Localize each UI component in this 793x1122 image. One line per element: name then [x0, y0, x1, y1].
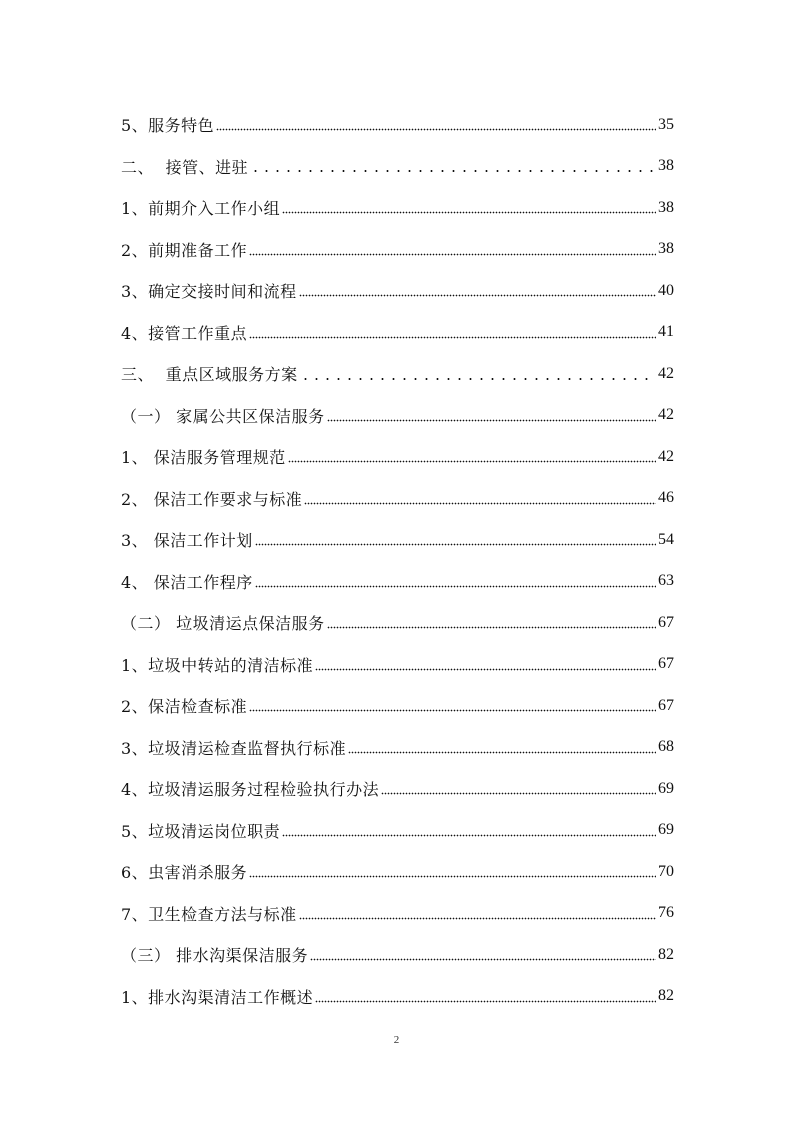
- toc-leader-dots: [299, 916, 656, 920]
- toc-leader-dots: [300, 377, 656, 381]
- toc-leader-dots: [250, 169, 656, 173]
- toc-leader-dots: [255, 543, 656, 547]
- toc-entry[interactable]: [121, 810, 674, 852]
- toc-entry-label: 2、 保洁工作要求与标准: [121, 489, 303, 509]
- toc-entry-label: 1、前期介入工作小组: [121, 199, 281, 219]
- toc-entry-page: 69: [658, 821, 674, 839]
- toc-entry-page: 38: [658, 198, 674, 216]
- toc-entry-label: 6、虫害消杀服务: [121, 863, 248, 883]
- toc-entry-label: （二） 垃圾清运点保洁服务: [121, 614, 325, 634]
- toc-leader-dots: [288, 460, 656, 464]
- toc-entry-page: 54: [658, 530, 674, 548]
- toc-leader-dots: [348, 750, 656, 754]
- toc-entry[interactable]: [121, 312, 674, 354]
- toc-leader-dots: [304, 501, 656, 505]
- toc-entry-label: 4、接管工作重点: [121, 323, 248, 343]
- toc-entry-label: 3、 保洁工作计划: [121, 531, 253, 551]
- toc-entry-label: 4、垃圾清运服务过程检验执行办法: [121, 780, 380, 800]
- toc-entry-label: 3、确定交接时间和流程: [121, 282, 297, 302]
- toc-entry[interactable]: [121, 602, 674, 644]
- toc-entry-page: 69: [658, 779, 674, 797]
- toc-entry[interactable]: [121, 644, 674, 686]
- toc-entry[interactable]: [121, 727, 674, 769]
- toc-entry-page: 67: [658, 696, 674, 714]
- toc-entry-page: 40: [658, 281, 674, 299]
- toc-entry-page: 70: [658, 862, 674, 880]
- toc-entry-page: 82: [658, 945, 674, 963]
- toc-entry-label: 7、卫生检查方法与标准: [121, 904, 297, 924]
- toc-entry[interactable]: [121, 685, 674, 727]
- toc-leader-dots: [249, 252, 656, 256]
- toc-entry[interactable]: [121, 187, 674, 229]
- toc-entry-label: 4、 保洁工作程序: [121, 572, 253, 592]
- toc-entry-label: 2、前期准备工作: [121, 240, 248, 260]
- toc-entry[interactable]: [121, 104, 674, 146]
- toc-leader-dots: [255, 584, 656, 588]
- toc-leader-dots: [282, 833, 656, 837]
- toc-entry-label: （一） 家属公共区保洁服务: [121, 406, 325, 426]
- toc-leader-dots: [381, 792, 656, 796]
- toc-entry-page: 42: [658, 406, 674, 424]
- toc-entry-page: 41: [658, 323, 674, 341]
- toc-entry[interactable]: [121, 353, 674, 395]
- toc-entry[interactable]: [121, 561, 674, 603]
- toc-entry[interactable]: [121, 976, 674, 1018]
- toc-leader-dots: [249, 709, 656, 713]
- toc-entry[interactable]: [121, 395, 674, 437]
- toc-leader-dots: [310, 958, 656, 962]
- toc-entry[interactable]: [121, 436, 674, 478]
- toc-entry-page: 38: [658, 157, 674, 175]
- toc-entry[interactable]: [121, 768, 674, 810]
- toc-leader-dots: [327, 418, 656, 422]
- toc-entry-page: 38: [658, 240, 674, 258]
- toc-entry-page: 67: [658, 655, 674, 673]
- toc-entry[interactable]: [121, 851, 674, 893]
- toc-entry-page: 46: [658, 489, 674, 507]
- toc-leader-dots: [315, 999, 656, 1003]
- toc-entry-page: 82: [658, 987, 674, 1005]
- toc-entry[interactable]: [121, 893, 674, 935]
- toc-leader-dots: [249, 335, 656, 339]
- toc-entry-label: 5、垃圾清运岗位职责: [121, 821, 281, 841]
- toc-leader-dots: [249, 875, 656, 879]
- toc-leader-dots: [315, 667, 656, 671]
- toc-leader-dots: [216, 128, 656, 132]
- toc-entry[interactable]: [121, 519, 674, 561]
- page-number: 2: [393, 1034, 400, 1046]
- toc-entry[interactable]: [121, 229, 674, 271]
- toc-entry[interactable]: [121, 934, 674, 976]
- toc-entry-label: 1、 保洁服务管理规范: [121, 448, 286, 468]
- toc-leader-dots: [282, 211, 656, 215]
- toc-entry-label: （三） 排水沟渠保洁服务: [121, 946, 309, 966]
- toc-entry-label: 5、服务特色: [121, 116, 215, 136]
- toc-entry-label: 三、 重点区域服务方案: [121, 365, 298, 385]
- toc-entry[interactable]: [121, 146, 674, 188]
- toc-entry-page: 68: [658, 738, 674, 756]
- toc-entry-page: 63: [658, 572, 674, 590]
- toc-entry-label: 2、保洁检查标准: [121, 697, 248, 717]
- toc-leader-dots: [299, 294, 656, 298]
- toc-entry-page: 42: [658, 447, 674, 465]
- toc-entry-label: 1、垃圾中转站的清洁标准: [121, 655, 314, 675]
- toc-entry-page: 35: [658, 115, 674, 133]
- toc-entry-page: 76: [658, 904, 674, 922]
- toc-entry[interactable]: [121, 478, 674, 520]
- toc-leader-dots: [327, 626, 656, 630]
- toc-entry-page: 42: [658, 364, 674, 382]
- toc-entry-label: 二、 接管、进驻: [121, 157, 249, 177]
- toc-entry-label: 3、垃圾清运检查监督执行标准: [121, 738, 347, 758]
- toc-entry-page: 67: [658, 613, 674, 631]
- toc-entry[interactable]: [121, 270, 674, 312]
- table-of-contents: [121, 104, 674, 1017]
- toc-entry-label: 1、排水沟渠清洁工作概述: [121, 987, 314, 1007]
